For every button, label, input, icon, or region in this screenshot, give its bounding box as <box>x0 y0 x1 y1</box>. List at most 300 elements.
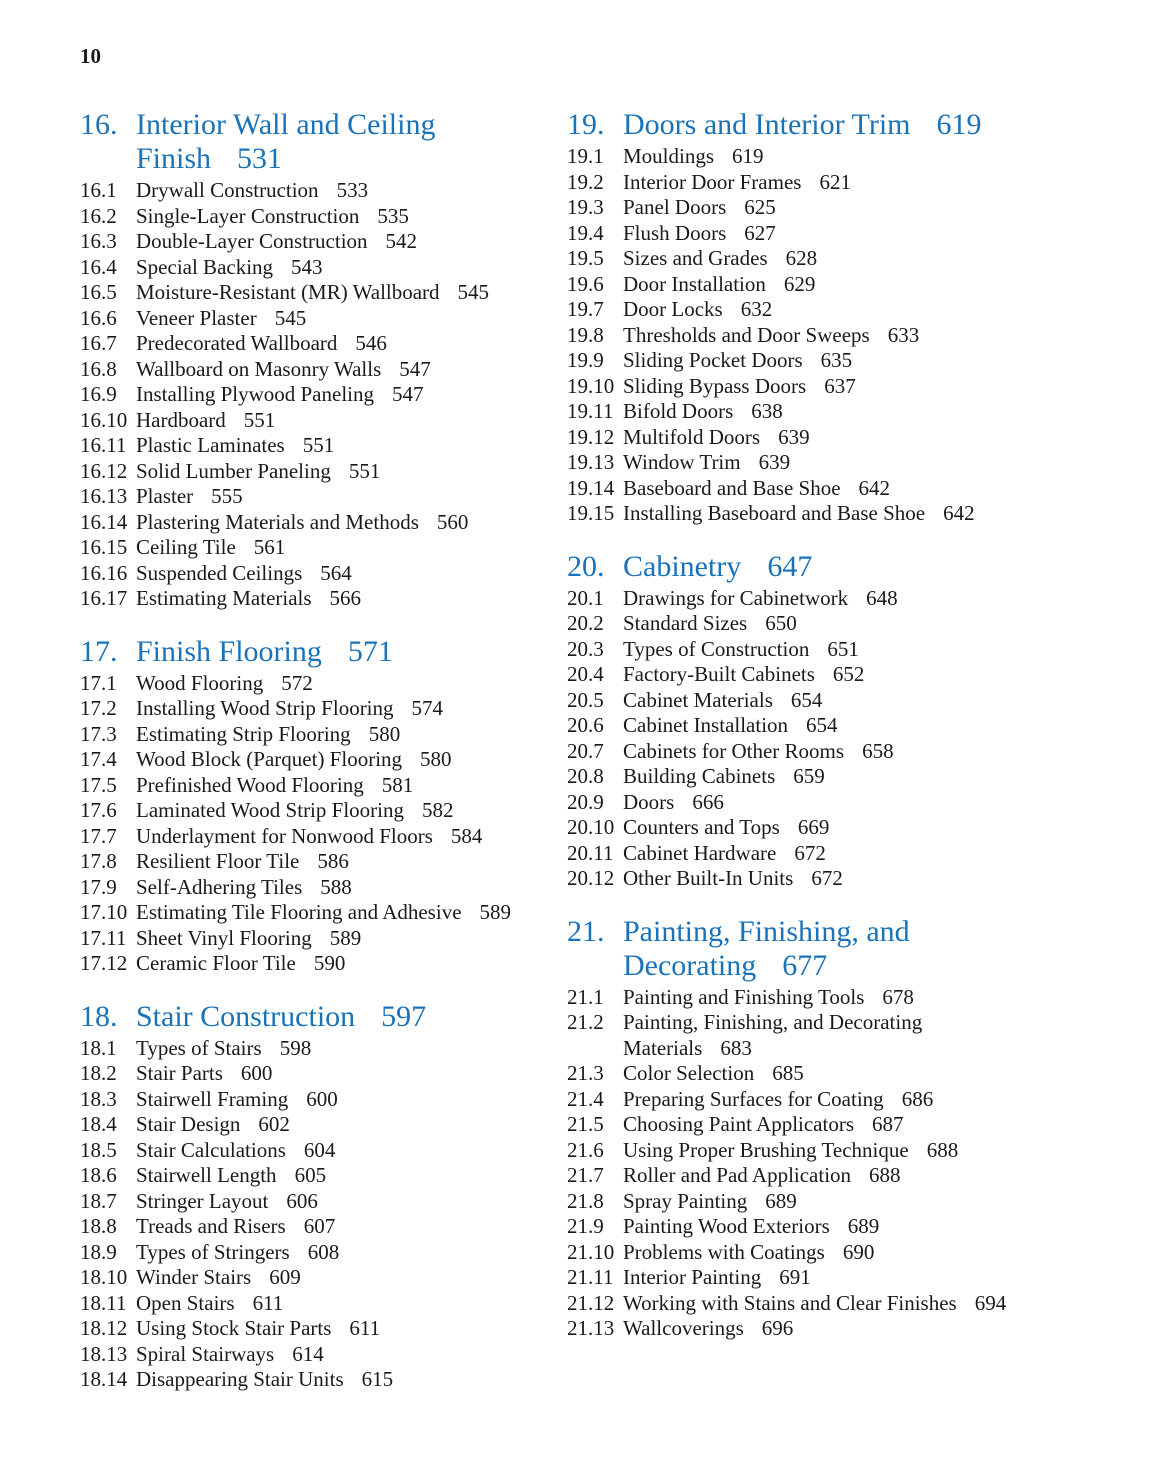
section-page: 611 <box>349 1316 381 1340</box>
toc-entry[interactable] <box>567 790 1037 816</box>
toc-entry[interactable] <box>80 561 550 587</box>
section-number: 19.11 <box>567 399 614 423</box>
section-title <box>623 450 1037 476</box>
toc-entry[interactable] <box>567 739 1037 765</box>
toc-entry[interactable] <box>567 1087 1037 1113</box>
section-title <box>623 246 1037 272</box>
toc-entry[interactable] <box>567 1316 1037 1342</box>
section-title-text: Using Proper Brushing Technique <box>623 1137 909 1162</box>
chapter-number: 16. <box>80 108 118 141</box>
toc-entry[interactable] <box>567 688 1037 714</box>
section-title <box>623 1214 1037 1240</box>
section-title <box>623 1240 1037 1266</box>
section-number: 19.13 <box>567 450 615 474</box>
section-number: 17.5 <box>80 772 117 797</box>
toc-entry[interactable] <box>80 1087 550 1113</box>
section-page: 602 <box>258 1112 290 1136</box>
section-number: 18.1 <box>80 1035 117 1060</box>
section-page: 687 <box>872 1112 904 1136</box>
toc-entry[interactable] <box>567 399 1037 425</box>
section-number: 16.3 <box>80 229 117 253</box>
section-title-text: Door Locks <box>623 297 723 321</box>
section-title-text: Multifold Doors <box>623 424 761 449</box>
section-page: 600 <box>306 1086 338 1111</box>
section-number: 21.13 <box>567 1316 615 1340</box>
chapter-title-text: Stair Construction <box>136 999 356 1033</box>
chapter-title-text: Painting, Finishing, and Decorating <box>623 914 910 982</box>
section-title-text: Types of Stringers <box>136 1239 290 1264</box>
chapter-page: 619 <box>936 108 982 141</box>
chapter-heading[interactable] <box>567 915 1037 983</box>
section-title <box>136 1316 550 1342</box>
section-page: 547 <box>392 382 424 406</box>
toc-entry[interactable] <box>80 1061 550 1087</box>
toc-entry[interactable] <box>80 331 550 357</box>
section-number: 17.12 <box>80 951 128 975</box>
section-title-text: Stairwell Length <box>136 1163 277 1187</box>
section-title-text: Sizes and Grades <box>623 246 768 270</box>
section-title-text: Estimating Strip Flooring <box>136 721 351 746</box>
section-title <box>623 1291 1037 1317</box>
toc-entry[interactable] <box>567 144 1037 170</box>
toc-entry[interactable] <box>80 459 550 485</box>
toc-entry[interactable] <box>567 450 1037 476</box>
section-page: 586 <box>317 849 349 873</box>
section-title-text: Single-Layer Construction <box>136 203 360 228</box>
toc-entry[interactable] <box>80 926 550 952</box>
section-page: 614 <box>292 1341 324 1366</box>
section-title <box>136 1367 550 1393</box>
section-page: 533 <box>336 178 369 202</box>
section-number: 19.10 <box>567 373 615 398</box>
section-title-text: Roller and Pad Application <box>623 1163 852 1187</box>
toc-entry[interactable] <box>80 1036 550 1062</box>
section-number: 20.3 <box>567 636 604 661</box>
section-page: 685 <box>772 1061 804 1085</box>
chapter-heading[interactable] <box>567 108 1037 142</box>
toc-entry[interactable] <box>567 611 1037 637</box>
section-title <box>136 747 550 773</box>
chapter-heading[interactable] <box>80 108 550 176</box>
chapter-title <box>136 1000 550 1034</box>
section-page: 689 <box>847 1214 880 1238</box>
chapter-title <box>623 550 1037 584</box>
section-page: 652 <box>832 662 865 686</box>
section-title-text: Hardboard <box>136 407 226 432</box>
section-title <box>623 739 1037 765</box>
section-title-text: Spray Painting <box>623 1188 748 1213</box>
section-title <box>623 985 1037 1011</box>
section-page: 604 <box>303 1137 336 1162</box>
toc-entry[interactable] <box>80 671 550 697</box>
section-page: 560 <box>436 509 469 534</box>
toc-entry[interactable] <box>567 501 1037 527</box>
section-number: 17.7 <box>80 823 117 848</box>
section-page: 619 <box>732 144 764 168</box>
section-page: 545 <box>457 280 490 304</box>
section-number: 16.11 <box>80 433 127 457</box>
section-title-text: Drawings for Cabinetwork <box>623 585 849 610</box>
toc-entry[interactable] <box>80 408 550 434</box>
section-title <box>623 1265 1037 1291</box>
toc-entry[interactable] <box>80 900 550 926</box>
section-title-text: Installing Baseboard and Base Shoe <box>623 501 926 525</box>
toc-entry[interactable] <box>80 1367 550 1393</box>
section-title-text: Factory-Built Cabinets <box>623 662 815 686</box>
section-number: 18.10 <box>80 1265 128 1289</box>
section-number: 16.4 <box>80 254 117 279</box>
toc-entry[interactable] <box>80 1163 550 1189</box>
chapter-title <box>136 108 550 176</box>
section-page: 633 <box>887 322 920 347</box>
chapter-number: 21. <box>567 914 605 948</box>
chapter-page: 677 <box>782 948 828 982</box>
chapter-title <box>623 108 1037 142</box>
section-page: 598 <box>279 1035 312 1060</box>
section-title <box>623 764 1037 790</box>
toc-entry[interactable] <box>567 272 1037 298</box>
toc-entry[interactable] <box>567 1010 1037 1061</box>
toc-entry[interactable] <box>80 798 550 824</box>
section-page: 574 <box>411 696 444 720</box>
toc-entry[interactable] <box>567 1265 1037 1291</box>
section-title-text: Treads and Risers <box>136 1214 286 1238</box>
section-page: 588 <box>320 874 352 899</box>
toc-entry[interactable] <box>80 255 550 281</box>
section-number: 21.4 <box>567 1086 604 1111</box>
section-page: 666 <box>692 789 724 814</box>
section-number: 16.10 <box>80 407 128 432</box>
section-title <box>136 535 550 561</box>
section-title-text: Winder Stairs <box>136 1265 252 1289</box>
toc-entry[interactable] <box>567 841 1037 867</box>
section-number: 21.7 <box>567 1163 604 1187</box>
section-page: 580 <box>368 721 401 746</box>
section-page: 606 <box>286 1188 318 1213</box>
section-number: 18.14 <box>80 1367 128 1391</box>
section-title <box>136 357 550 383</box>
section-title-text: Stair Calculations <box>136 1137 286 1162</box>
section-number: 21.11 <box>567 1265 614 1289</box>
section-page: 672 <box>811 866 843 890</box>
toc-entry[interactable] <box>80 1291 550 1317</box>
section-page: 642 <box>858 475 891 500</box>
section-page: 638 <box>751 399 783 423</box>
section-page: 627 <box>744 220 776 245</box>
section-page: 607 <box>303 1214 336 1238</box>
toc-entry[interactable] <box>80 510 550 536</box>
section-title-text: Preparing Surfaces for Coating <box>623 1086 884 1111</box>
section-number: 20.8 <box>567 764 604 788</box>
section-title-text: Other Built-In Units <box>623 866 794 890</box>
chapter-heading[interactable] <box>80 1000 550 1034</box>
section-title <box>136 255 550 281</box>
section-page: 605 <box>294 1163 327 1187</box>
section-page: 650 <box>765 611 797 635</box>
chapter-page: 571 <box>347 634 393 668</box>
section-number: 18.2 <box>80 1061 117 1085</box>
section-title-text: Mouldings <box>623 144 715 168</box>
section-title <box>623 1010 1037 1061</box>
section-title <box>623 866 1037 892</box>
section-page: 542 <box>385 229 418 253</box>
section-number: 18.13 <box>80 1341 128 1366</box>
section-title <box>623 170 1037 196</box>
toc-entry[interactable] <box>567 1189 1037 1215</box>
toc-entry[interactable] <box>80 535 550 561</box>
toc-entry[interactable] <box>567 246 1037 272</box>
section-title-text: Cabinet Installation <box>623 713 789 737</box>
toc-entry[interactable] <box>80 1265 550 1291</box>
toc-entry[interactable] <box>567 476 1037 502</box>
section-title-text: Ceiling Tile <box>136 535 236 559</box>
page-number: 10 <box>80 44 101 68</box>
section-title-text: Prefinished Wood Flooring <box>136 772 364 797</box>
section-page: 543 <box>291 254 323 279</box>
section-number: 16.12 <box>80 458 128 483</box>
section-title <box>136 433 550 459</box>
toc-entry[interactable] <box>80 875 550 901</box>
section-title <box>136 382 550 408</box>
section-title-text: Baseboard and Base Shoe <box>623 475 841 500</box>
section-title-text: Spiral Stairways <box>136 1341 275 1366</box>
toc-entry[interactable] <box>567 221 1037 247</box>
toc-entry[interactable] <box>80 824 550 850</box>
toc-entry[interactable] <box>80 1240 550 1266</box>
section-title-text: Stringer Layout <box>136 1188 269 1213</box>
section-title-text: Thresholds and Door Sweeps <box>623 322 870 347</box>
toc-entry[interactable] <box>567 1138 1037 1164</box>
section-number: 17.1 <box>80 670 117 695</box>
section-page: 694 <box>974 1290 1007 1315</box>
section-number: 19.12 <box>567 424 615 449</box>
section-number: 20.5 <box>567 687 604 712</box>
section-title <box>136 510 550 536</box>
section-title-text: Suspended Ceilings <box>136 560 303 585</box>
section-page: 551 <box>348 458 381 483</box>
section-number: 21.8 <box>567 1188 604 1213</box>
section-page: 535 <box>377 203 409 228</box>
section-title <box>623 1163 1037 1189</box>
toc-entry[interactable] <box>567 1061 1037 1087</box>
section-number: 21.3 <box>567 1061 604 1085</box>
section-page: 551 <box>243 407 276 432</box>
section-page: 589 <box>479 900 512 924</box>
chapter-number: 20. <box>567 549 605 583</box>
section-title-text: Resilient Floor Tile <box>136 849 300 873</box>
toc-entry[interactable] <box>567 985 1037 1011</box>
section-title <box>136 586 550 612</box>
chapter-block <box>80 108 550 612</box>
section-title <box>623 425 1037 451</box>
section-page: 629 <box>783 271 816 296</box>
toc-entry[interactable] <box>80 433 550 459</box>
section-title-text: Wood Flooring <box>136 670 264 695</box>
section-title <box>623 1087 1037 1113</box>
section-number: 18.4 <box>80 1112 117 1136</box>
toc-entry[interactable] <box>80 280 550 306</box>
section-page: 625 <box>744 195 776 219</box>
section-title <box>623 476 1037 502</box>
toc-entry[interactable] <box>567 374 1037 400</box>
toc-entry[interactable] <box>567 713 1037 739</box>
section-title <box>136 671 550 697</box>
toc-entry[interactable] <box>80 1138 550 1164</box>
section-title-text: Bifold Doors <box>623 399 734 423</box>
section-title <box>623 713 1037 739</box>
section-title <box>136 1087 550 1113</box>
section-page: 551 <box>302 433 335 457</box>
toc-entry[interactable] <box>567 1240 1037 1266</box>
section-title <box>136 1240 550 1266</box>
section-title <box>623 399 1037 425</box>
section-page: 584 <box>450 823 483 848</box>
toc-entry[interactable] <box>80 747 550 773</box>
chapter-title <box>136 635 550 669</box>
toc-entry[interactable] <box>567 1112 1037 1138</box>
section-page: 672 <box>794 840 826 865</box>
section-number: 16.5 <box>80 280 117 304</box>
toc-entry[interactable] <box>80 1214 550 1240</box>
chapter-title-text: Doors and Interior Trim <box>623 108 911 141</box>
section-title <box>623 662 1037 688</box>
toc-entry[interactable] <box>80 951 550 977</box>
toc-entry[interactable] <box>567 1214 1037 1240</box>
chapter-heading[interactable] <box>80 635 550 669</box>
chapter-heading[interactable] <box>567 550 1037 584</box>
toc-entry[interactable] <box>80 306 550 332</box>
section-page: 654 <box>790 687 823 712</box>
section-number: 18.5 <box>80 1137 117 1162</box>
chapter-number: 17. <box>80 634 118 668</box>
section-page: 689 <box>765 1188 797 1213</box>
toc-right-column <box>567 108 1037 1365</box>
toc-entry[interactable] <box>80 382 550 408</box>
section-number: 21.1 <box>567 984 604 1009</box>
section-number: 20.12 <box>567 866 615 890</box>
section-page: 669 <box>797 815 830 839</box>
section-number: 16.6 <box>80 305 117 330</box>
section-page: 639 <box>758 450 791 474</box>
section-number: 21.12 <box>567 1290 615 1315</box>
toc-entry[interactable] <box>567 195 1037 221</box>
toc-entry[interactable] <box>80 722 550 748</box>
section-number: 17.10 <box>80 900 128 924</box>
section-page: 564 <box>320 560 352 585</box>
toc-entry[interactable] <box>80 586 550 612</box>
toc-entry[interactable] <box>80 178 550 204</box>
section-title-text: Drywall Construction <box>136 178 319 202</box>
section-title-text: Color Selection <box>623 1061 755 1085</box>
toc-entry[interactable] <box>567 297 1037 323</box>
section-title-text: Estimating Materials <box>136 586 312 610</box>
toc-entry[interactable] <box>567 764 1037 790</box>
section-title-text: Types of Stairs <box>136 1035 262 1060</box>
toc-entry[interactable] <box>567 815 1037 841</box>
section-title <box>136 1342 550 1368</box>
section-title-text: Moisture-Resistant (MR) Wallboard <box>136 280 440 304</box>
chapter-page: 531 <box>237 142 283 175</box>
section-number: 17.6 <box>80 798 117 822</box>
section-title <box>136 824 550 850</box>
section-title-text: Solid Lumber Paneling <box>136 458 331 483</box>
toc-entry[interactable] <box>80 357 550 383</box>
toc-entry[interactable] <box>567 425 1037 451</box>
toc-entry[interactable] <box>80 204 550 230</box>
section-page: 688 <box>926 1137 959 1162</box>
section-number: 18.6 <box>80 1163 117 1187</box>
section-title <box>623 1138 1037 1164</box>
section-title <box>623 374 1037 400</box>
section-number: 20.6 <box>567 713 604 737</box>
section-title-text: Doors <box>623 789 675 814</box>
toc-entry[interactable] <box>80 1316 550 1342</box>
toc-entry[interactable] <box>567 586 1037 612</box>
section-title <box>136 1189 550 1215</box>
toc-entry[interactable] <box>567 1163 1037 1189</box>
toc-entry[interactable] <box>80 696 550 722</box>
toc-entry[interactable] <box>567 323 1037 349</box>
toc-entry[interactable] <box>567 866 1037 892</box>
section-title-text: Stairwell Framing <box>136 1086 289 1111</box>
toc-entry[interactable] <box>567 637 1037 663</box>
toc-entry[interactable] <box>567 170 1037 196</box>
toc-entry[interactable] <box>80 773 550 799</box>
section-title-text: Interior Door Frames <box>623 169 802 194</box>
section-title-text: Door Installation <box>623 271 766 296</box>
section-page: 611 <box>252 1290 284 1315</box>
section-number: 21.6 <box>567 1137 604 1162</box>
toc-entry[interactable] <box>80 1342 550 1368</box>
section-title <box>136 204 550 230</box>
section-page: 632 <box>740 297 773 321</box>
section-number: 19.2 <box>567 169 604 194</box>
toc-entry[interactable] <box>80 484 550 510</box>
chapter-block <box>567 550 1037 892</box>
section-page: 561 <box>253 535 286 559</box>
toc-entry[interactable] <box>567 662 1037 688</box>
section-page: 566 <box>329 586 362 610</box>
toc-entry[interactable] <box>80 1112 550 1138</box>
section-title-text: Installing Wood Strip Flooring <box>136 696 394 720</box>
section-title-text: Using Stock Stair Parts <box>136 1316 332 1340</box>
section-title <box>136 1214 550 1240</box>
section-page: 659 <box>793 764 825 788</box>
section-page: 546 <box>355 331 387 355</box>
section-title <box>136 1036 550 1062</box>
section-number: 19.5 <box>567 246 604 270</box>
section-title-text: Wallcoverings <box>623 1316 744 1340</box>
section-title-text: Predecorated Wallboard <box>136 331 338 355</box>
toc-entry[interactable] <box>80 229 550 255</box>
toc-entry[interactable] <box>567 1291 1037 1317</box>
section-number: 17.3 <box>80 721 117 746</box>
section-title <box>623 323 1037 349</box>
chapter-block <box>567 915 1037 1342</box>
toc-entry[interactable] <box>80 1189 550 1215</box>
section-title-text: Interior Painting <box>623 1265 762 1289</box>
section-page: 615 <box>361 1367 394 1391</box>
section-title-text: Types of Construction <box>623 636 810 661</box>
section-title-text: Underlayment for Nonwood Floors <box>136 823 433 848</box>
section-title <box>623 611 1037 637</box>
toc-entry[interactable] <box>567 348 1037 374</box>
toc-entry[interactable] <box>80 849 550 875</box>
section-title <box>136 900 550 926</box>
section-title <box>623 144 1037 170</box>
section-title-text: Painting Wood Exteriors <box>623 1214 830 1238</box>
section-title <box>623 688 1037 714</box>
